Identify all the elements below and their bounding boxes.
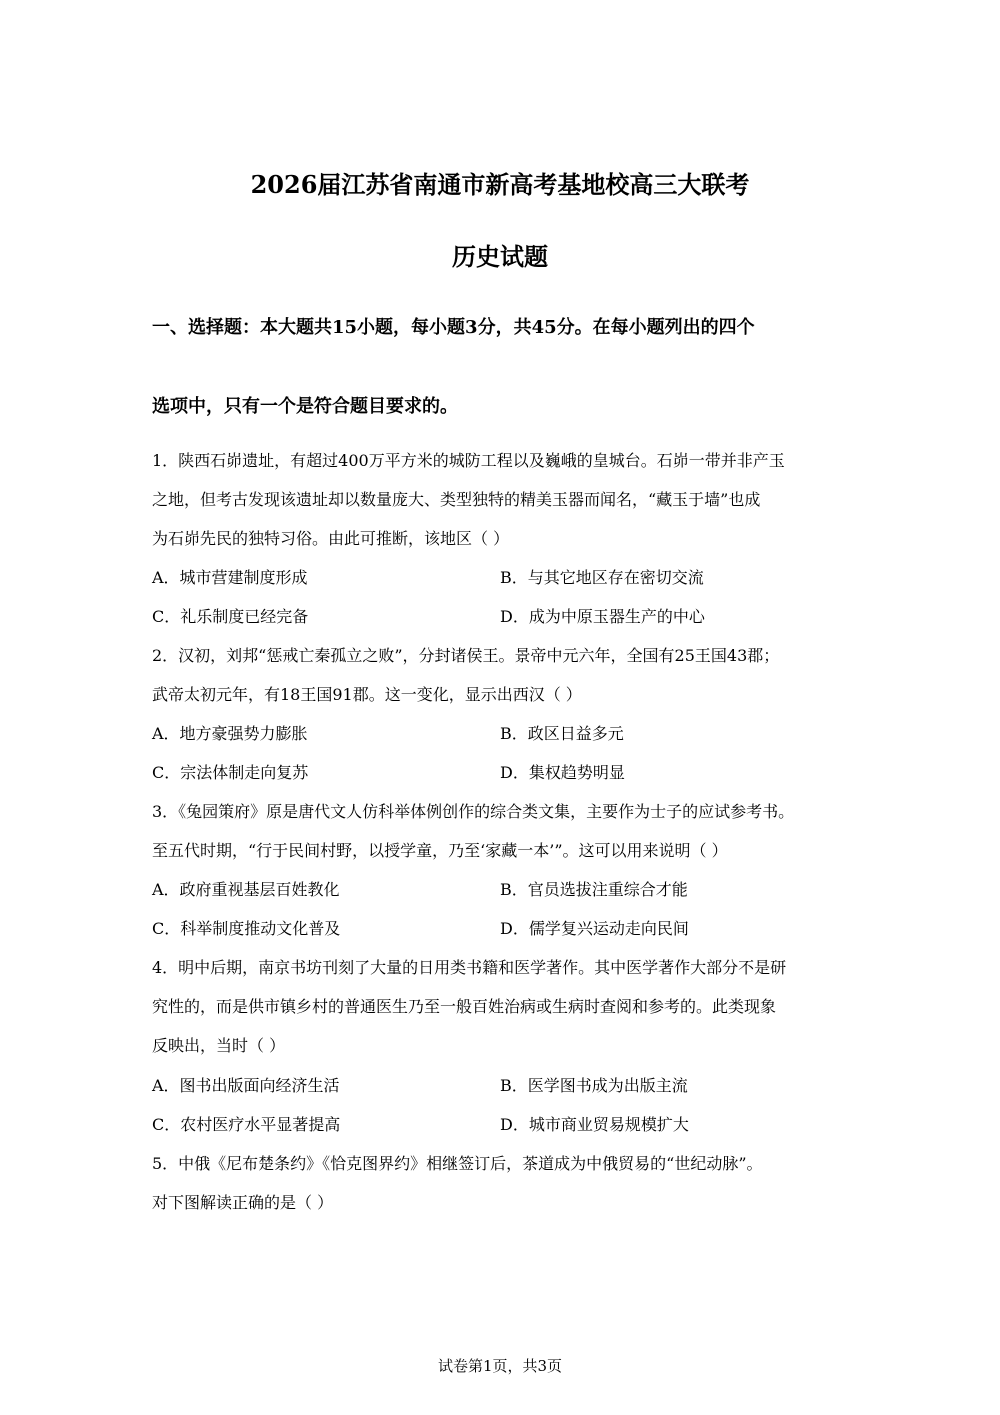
question-3-option-d: D．儒学复兴运动走向民间 [500, 919, 689, 938]
question-3-option-b: B．官员选拔注重综合才能 [500, 880, 688, 899]
question-2-line-1: 2．汉初，刘邦“惩戒亡秦孤立之败”，分封诸侯王。景帝中元六年，全国有25王国43郡； [152, 646, 780, 665]
exam-subtitle: 历史试题 [452, 242, 548, 271]
question-1-option-c: C．礼乐制度已经完备 [152, 607, 309, 626]
question-1-option-d: D．成为中原玉器生产的中心 [500, 607, 705, 626]
question-3-line-2: 至五代时期，“行于民间村野，以授学童，乃至‘家藏一本’”。这可以用来说明（ ） [152, 841, 728, 860]
question-2-option-b: B．政区日益多元 [500, 724, 624, 743]
question-1-line-3: 为石峁先民的独特习俗。由此可推断，该地区（ ） [152, 529, 510, 548]
question-2-line-2: 武帝太初元年，有18王国91郡。这一变化，显示出西汉（ ） [152, 685, 582, 704]
question-1-option-a: A．城市营建制度形成 [152, 568, 308, 587]
question-3-line-1: 3．《兔园策府》原是唐代文人仿科举体例创作的综合类文集，主要作为士子的应试参考书。 [152, 802, 795, 821]
page-footer: 试卷第1页，共3页 [437, 1357, 563, 1375]
question-4-option-c: C．农村医疗水平显著提高 [152, 1115, 341, 1134]
question-4-option-d: D．城市商业贸易规模扩大 [500, 1115, 689, 1134]
question-3-option-a: A．政府重视基层百姓教化 [152, 880, 340, 899]
question-2-option-c: C．宗法体制走向复苏 [152, 763, 309, 782]
question-2-option-a: A．地方豪强势力膨胀 [152, 724, 308, 743]
question-3-option-c: C．科举制度推动文化普及 [152, 919, 341, 938]
question-4-option-b: B．医学图书成为出版主流 [500, 1076, 688, 1095]
question-4-option-a: A．图书出版面向经济生活 [152, 1076, 340, 1095]
question-2-option-d: D．集权趋势明显 [500, 763, 625, 782]
section-heading-line-1: 一、选择题：本大题共15小题，每小题3分，共45分。在每小题列出的四个 [152, 317, 755, 338]
question-1-line-2: 之地，但考古发现该遗址却以数量庞大、类型独特的精美玉器而闻名，“藏玉于墙”也成 [152, 490, 761, 509]
section-heading-line-2: 选项中，只有一个是符合题目要求的。 [152, 396, 458, 417]
exam-title: 2026届江苏省南通市新高考基地校高三大联考 [250, 170, 750, 199]
question-5-line-1: 5．中俄《尼布楚条约》《恰克图界约》相继签订后，茶道成为中俄贸易的“世纪动脉”。 [152, 1154, 763, 1173]
question-1-option-b: B．与其它地区存在密切交流 [500, 568, 704, 587]
question-1-line-1: 1．陕西石峁遗址，有超过400万平方米的城防工程以及巍峨的皇城台。石峁一带并非产玉 [152, 451, 785, 470]
question-4-line-2: 究性的，而是供市镇乡村的普通医生乃至一般百姓治病或生病时查阅和参考的。此类现象 [152, 997, 777, 1016]
question-5-line-2: 对下图解读正确的是（ ） [152, 1193, 334, 1212]
question-4-line-1: 4．明中后期，南京书坊刊刻了大量的日用类书籍和医学著作。其中医学著作大部分不是研 [152, 958, 787, 977]
question-4-line-3: 反映出，当时（ ） [152, 1036, 286, 1055]
